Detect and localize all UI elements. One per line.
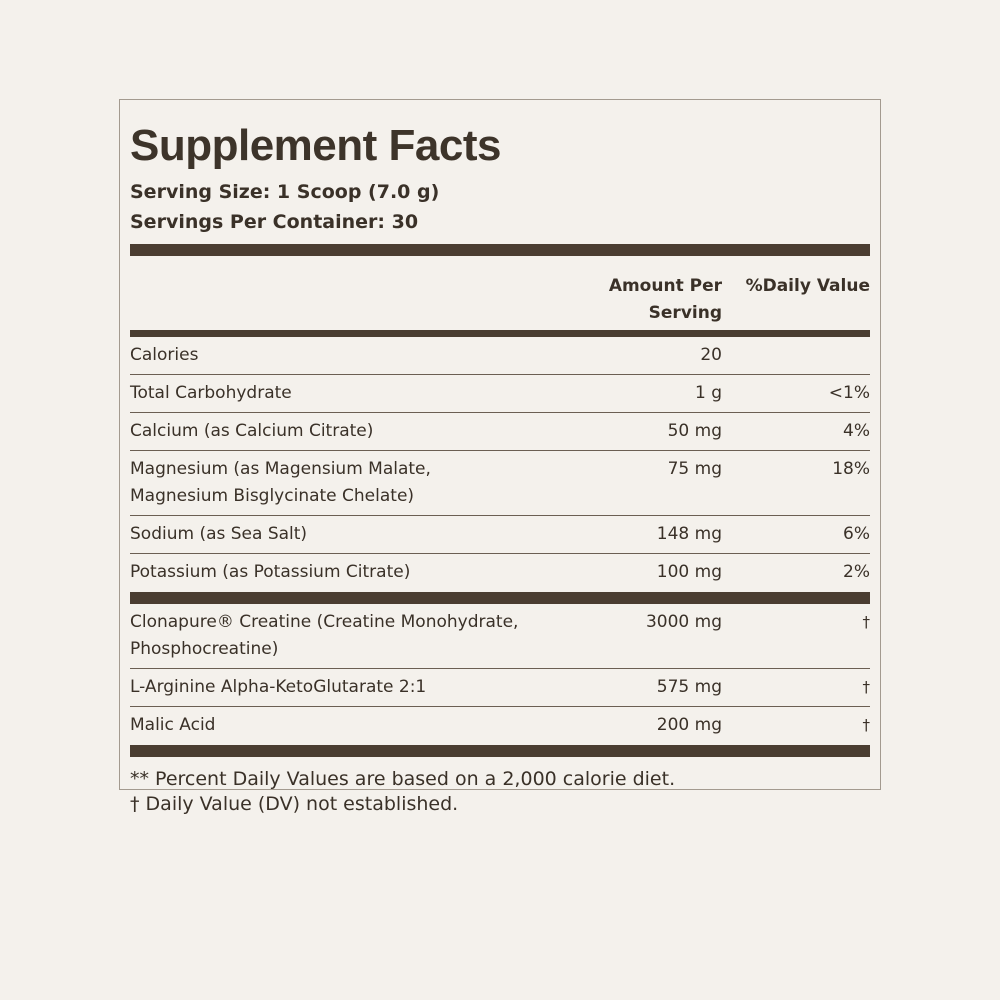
divider-thick (130, 244, 870, 256)
ingredient-daily-value: † (862, 716, 870, 734)
footnotes (130, 767, 870, 817)
nutrient-row (130, 516, 870, 554)
serving-size: Serving Size: 1 Scoop (7.0 g) (130, 181, 440, 203)
panel-title: Supplement Facts (130, 121, 501, 170)
nutrient-daily-value: 18% (832, 459, 870, 479)
nutrient-daily-value: <1% (828, 383, 870, 403)
nutrient-name: Potassium (as Potassium Citrate) (130, 562, 411, 582)
ingredient-row (130, 604, 870, 669)
footnote-percent-dv: ** Percent Daily Values are based on a 2,000 calorie diet. (130, 768, 676, 790)
ingredient-name: L-Arginine Alpha-KetoGlutarate 2:1 (130, 677, 427, 697)
nutrient-amount: 75 mg (667, 459, 722, 479)
ingredient-amount: 200 mg (656, 715, 722, 735)
divider-medium (130, 330, 870, 337)
nutrient-amount: 148 mg (656, 524, 722, 544)
nutrient-name: Total Carbohydrate (130, 383, 292, 403)
divider-thick (130, 745, 870, 757)
ingredient-daily-value: † (862, 613, 870, 631)
ingredient-row (130, 707, 870, 745)
ingredient-name: Malic Acid (130, 715, 216, 735)
column-header-row (130, 256, 870, 330)
nutrient-row (130, 375, 870, 413)
nutrient-name: Calories (130, 345, 199, 365)
ingredient-amount: 3000 mg (645, 612, 722, 632)
ingredient-name: Clonapure® Creatine (Creatine Monohydrate, Phosphocreatine) (130, 612, 519, 659)
divider-thick (130, 592, 870, 604)
servings-per-container: Servings Per Container: 30 (130, 211, 419, 233)
nutrient-name: Magnesium (as Magensium Malate, Magnesium Bisglycinate Chelate) (130, 459, 431, 506)
nutrient-amount: 1 g (694, 383, 722, 403)
nutrient-amount: 50 mg (667, 421, 722, 441)
nutrient-name: Sodium (as Sea Salt) (130, 524, 308, 544)
nutrient-daily-value: 6% (843, 524, 870, 544)
nutrient-daily-value: 4% (843, 421, 870, 441)
nutrient-daily-value: 2% (843, 562, 870, 582)
nutrient-row (130, 413, 870, 451)
supplement-facts-panel (119, 99, 881, 815)
footnote-dv-not-established: † Daily Value (DV) not established. (130, 793, 459, 815)
nutrient-row (130, 337, 870, 375)
ingredient-daily-value: † (862, 678, 870, 696)
nutrient-daily-value (722, 342, 870, 374)
nutrient-row (130, 451, 870, 516)
nutrient-amount: 20 (700, 345, 722, 365)
nutrient-name: Calcium (as Calcium Citrate) (130, 421, 374, 441)
nutrient-row (130, 554, 870, 592)
ingredient-amount: 575 mg (656, 677, 722, 697)
ingredient-row (130, 669, 870, 707)
nutrient-amount: 100 mg (656, 562, 722, 582)
amount-per-serving-header: Amount Per Serving (608, 276, 722, 323)
daily-value-header: %Daily Value (745, 276, 870, 296)
